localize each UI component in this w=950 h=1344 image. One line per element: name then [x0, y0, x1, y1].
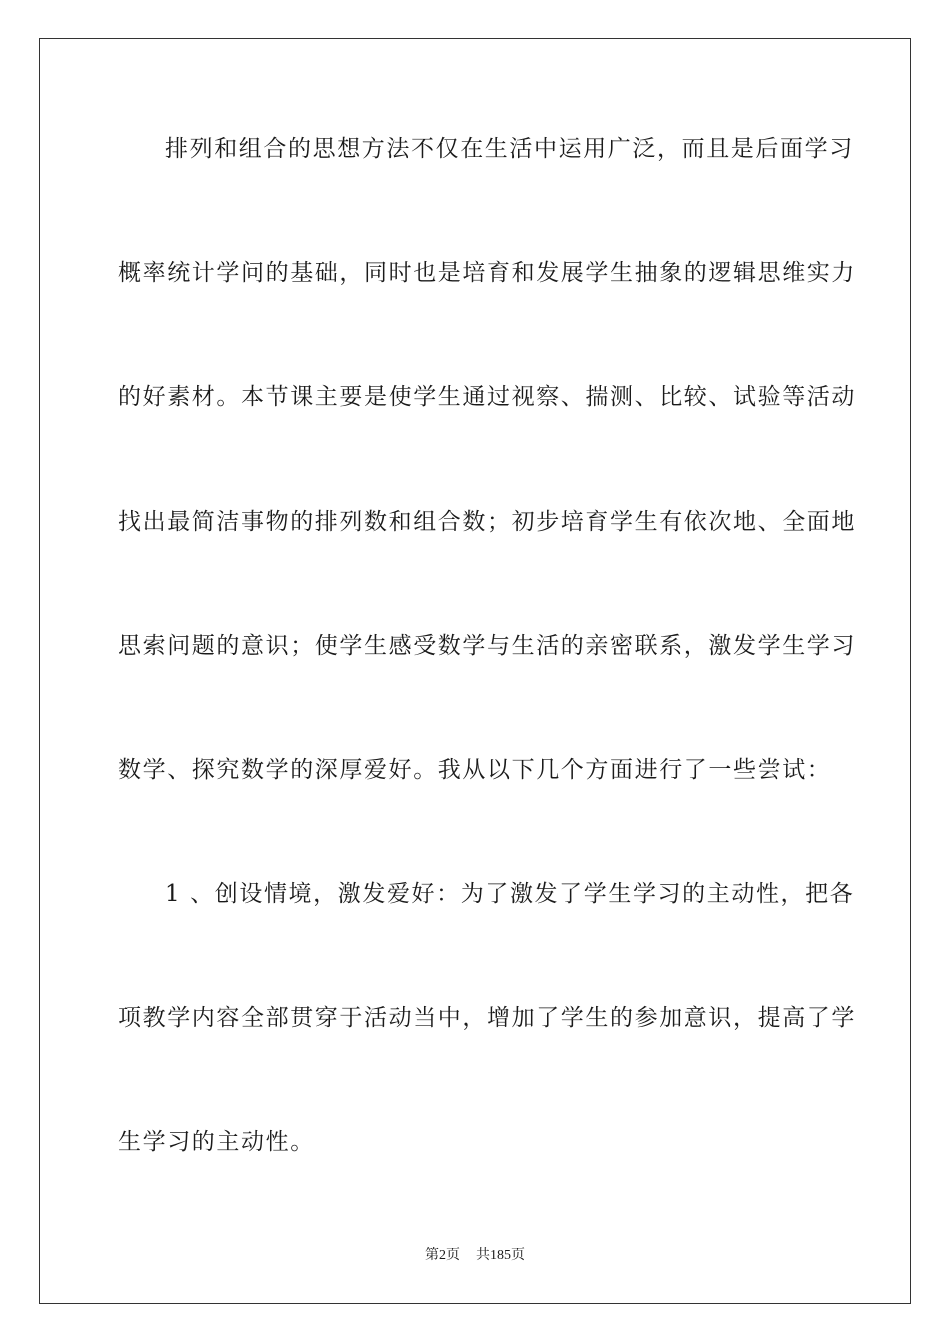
paragraph-line: 找出最简洁事物的排列数和组合数；初步培育学生有依次地、全面地: [118, 509, 856, 535]
page-number: 第2页: [425, 1248, 460, 1263]
paragraph-line: 1 、创设情境，激发爱好：为了激发了学生学习的主动性，把各: [165, 881, 855, 907]
paragraph-line: 思索问题的意识；使学生感受数学与生活的亲密联系，激发学生学习: [118, 633, 856, 659]
page-total: 共185页: [476, 1248, 525, 1263]
paragraph-line: 排列和组合的思想方法不仅在生活中运用广泛，而且是后面学习: [165, 136, 854, 162]
paragraph-line: 的好素材。本节课主要是使学生通过视察、揣测、比较、试验等活动: [118, 384, 856, 410]
paragraph-line: 生学习的主动性。: [118, 1129, 315, 1155]
paragraph-line: 项教学内容全部贯穿于活动当中，增加了学生的参加意识，提高了学: [118, 1005, 856, 1031]
page-border: [39, 38, 911, 1304]
paragraph-line: 概率统计学问的基础，同时也是培育和发展学生抽象的逻辑思维实力: [118, 260, 856, 286]
page-footer: [0, 1247, 950, 1265]
paragraph-line: 数学、探究数学的深厚爱好。我从以下几个方面进行了一些尝试：: [118, 757, 832, 783]
